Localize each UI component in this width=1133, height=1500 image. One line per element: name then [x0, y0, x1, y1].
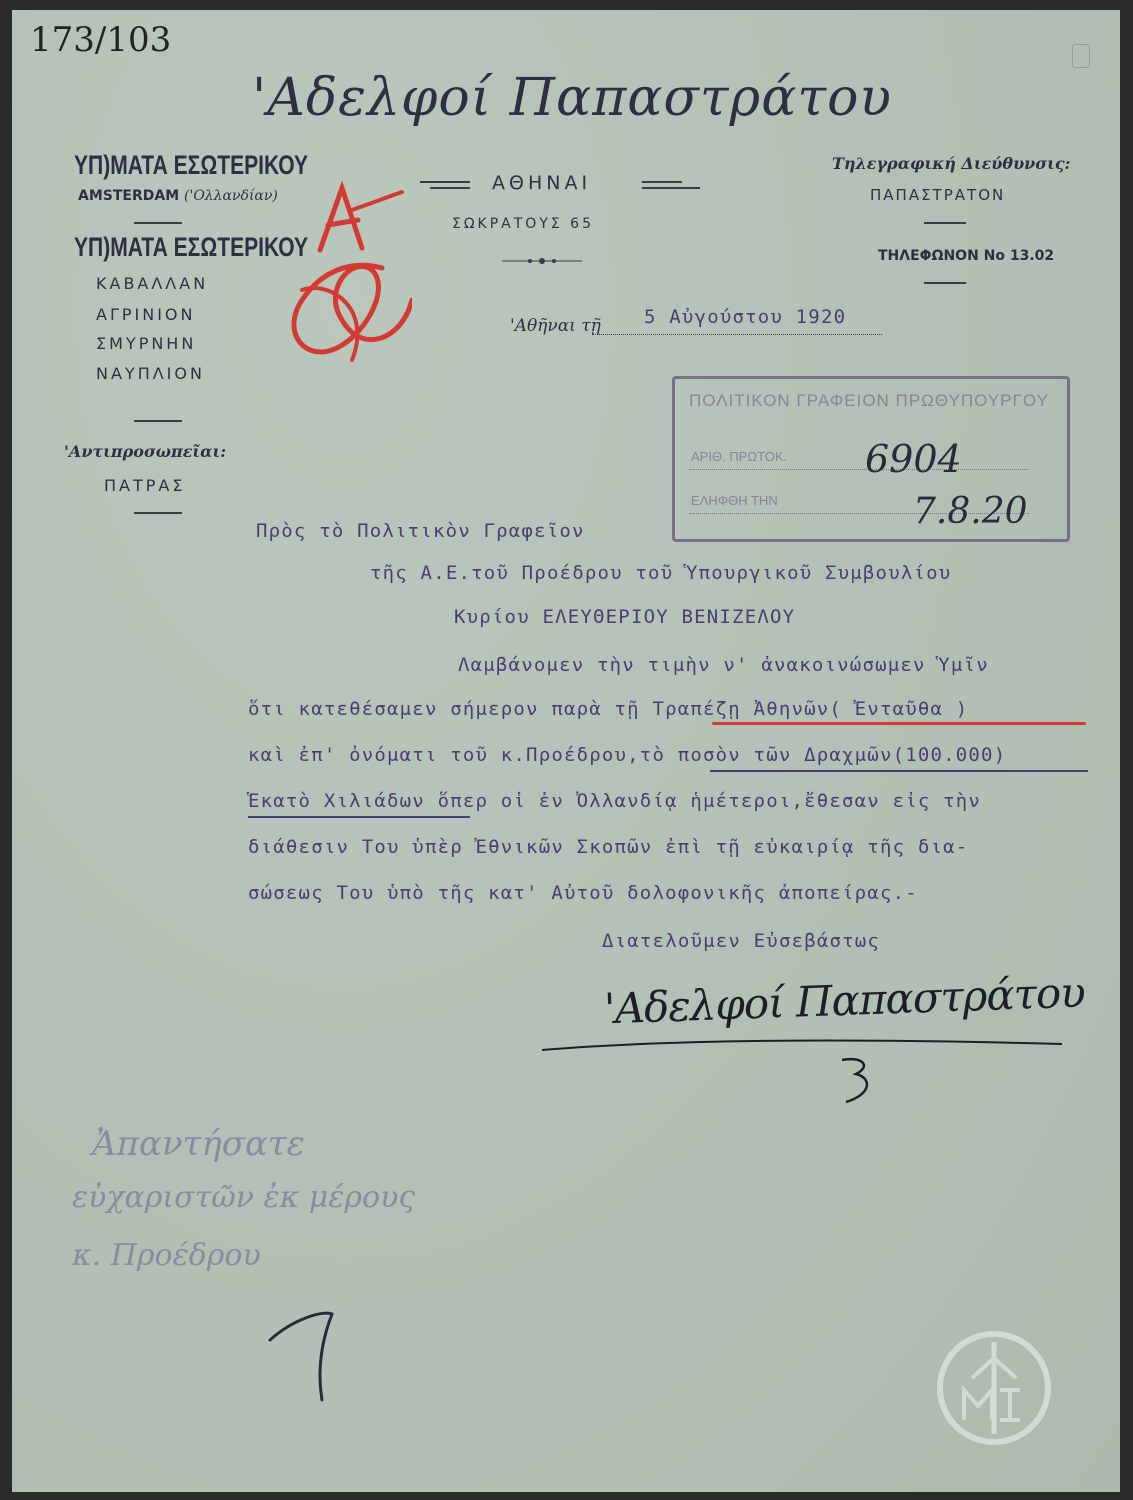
left-divider-3	[134, 512, 182, 514]
body-line-1: Λαμβάνομεν τὴν τιμὴν ν' ἀνακοινώσωμεν Ὑμῖν	[458, 654, 989, 676]
red-pencil-mark	[262, 170, 412, 380]
date-value: 5 Αὐγούστου 1920	[644, 306, 847, 328]
marginal-note-line-1: Ἀπαντήσατε	[92, 1124, 305, 1164]
left-block1-sub-city: AMSTERDAM	[78, 188, 180, 204]
ink-underline-amount	[710, 770, 1088, 772]
agencies-label: 'Αντιπροσωπεῖαι:	[64, 442, 227, 461]
stamp-office: ΠΟΛΙΤΙΚΟΝ ΓΡΑΦΕΙΟΝ ΠΡΩΘΥΠΟΥΡΓΟΥ	[689, 391, 1049, 410]
body-line-6: σώσεως Του ὑπὸ τῆς κατ' Αὐτοῦ δολοφονικῆς ἀποπείρας.-	[248, 882, 918, 904]
date-prefix: 'Αθῆναι τῇ	[510, 316, 601, 336]
body-line-4: Ἑκατὸ Χιλιάδων ὅπερ οἱ ἐν Ὀλλανδίᾳ ἡμέτεροι,ἔθεσαν εἰς τὴν	[248, 790, 982, 812]
telegraph-label: Τηλεγραφική Διεύθυνσις:	[832, 154, 1071, 173]
letterhead-title: 'Αδελφοί Παπαστράτου	[252, 68, 893, 128]
ink-underline-words	[248, 816, 470, 818]
signature: 'Αδελφοί Παπαστράτου	[603, 967, 1086, 1034]
body-line-2: ὅτι κατεθέσαμεν σήμερον παρὰ τῇ Τραπέζῃ Ἀθηνῶν( Ἐνταῦθα )	[248, 698, 969, 720]
agencies-city: ΠΑΤΡΑΣ	[104, 476, 186, 495]
right-divider-2	[924, 282, 966, 284]
signature-flourish	[542, 1020, 1082, 1110]
body-line-3: καὶ ἐπ' ὀνόματι τοῦ κ.Προέδρου,τὸ ποσὸν τῶν Δραχμῶν(100.000)	[248, 744, 1007, 766]
stamp-received-label: ΕΛΗΦΘΗ ΤΗΝ	[691, 493, 778, 508]
body-line-5: διάθεσιν Του ὑπὲρ Ἐθνικῶν Σκοπῶν ἐπὶ τῇ εὐκαιρίᾳ τῆς δια-	[248, 836, 969, 858]
right-divider-1	[924, 222, 966, 224]
stamp-received-date: 7.8.20	[913, 491, 1028, 532]
reception-stamp	[672, 376, 1070, 542]
left-block1-sub	[78, 188, 278, 204]
left-block1-sub-paren: ('Ολλανδίαν)	[184, 188, 278, 204]
stamp-protocol-label: ΑΡΙΘ. ΠΡΩΤΟΚ.	[691, 449, 788, 464]
marginal-note-line-3: κ. Προέδρου	[72, 1238, 261, 1273]
stamp-protocol-line	[689, 469, 1029, 470]
left-block1-heading: ΥΠ)ΜΑΤΑ ΕΣΩΤΕΡΙΚΟΥ	[74, 150, 309, 180]
archive-folio-number: 173/103	[30, 20, 172, 60]
center-city: ΑΘΗΝΑΙ	[492, 172, 592, 194]
corner-pencil-mark	[1072, 44, 1090, 68]
left-divider-2	[134, 420, 182, 422]
document-page	[12, 10, 1120, 1492]
red-underline	[712, 722, 1086, 725]
left-block2-heading: ΥΠ)ΜΑΤΑ ΕΣΩΤΕΡΙΚΟΥ	[74, 232, 309, 262]
center-street: ΣΩΚΡΑΤΟΥΣ 65	[452, 216, 594, 232]
stamp-protocol-number: 6904	[865, 437, 962, 481]
marginal-note-line-2: εὐχαριστῶν ἐκ μέρους	[72, 1180, 416, 1215]
telegraph-value: ΠΑΠΑΣΤΡΑΤΟΝ	[870, 186, 1006, 204]
left-block2-city-4: ΝΑΥΠΛΙΟΝ	[96, 364, 205, 383]
phone-number: ΤΗΛΕΦΩΝΟΝ Νο 13.02	[878, 248, 1055, 264]
left-block2-city-3: ΣΜΥΡΝΗΝ	[96, 334, 197, 353]
closing: Διατελοῦμεν Εὐσεβάστως	[602, 930, 881, 952]
archive-seal-icon	[934, 1328, 1054, 1448]
address-line-3: Κυρίου ΕΛΕΥΘΕΡΙΟΥ ΒΕΝΙΖΕΛΟΥ	[454, 606, 796, 628]
left-divider-1	[134, 222, 182, 224]
marginal-initial	[262, 1300, 352, 1410]
date-underline	[592, 334, 882, 335]
left-block2-city-2: ΑΓΡΙΝΙΟΝ	[96, 305, 196, 324]
left-block2-city-1: ΚΑΒΑΛΛΑΝ	[96, 274, 209, 293]
center-divider-ornament	[502, 256, 582, 266]
address-line-1: Πρὸς τὸ Πολιτικὸν Γραφεῖον	[256, 520, 585, 542]
address-line-2: τῆς Α.Ε.τοῦ Προέδρου τοῦ Ὑπουργικοῦ Συμβουλίου	[370, 562, 952, 584]
